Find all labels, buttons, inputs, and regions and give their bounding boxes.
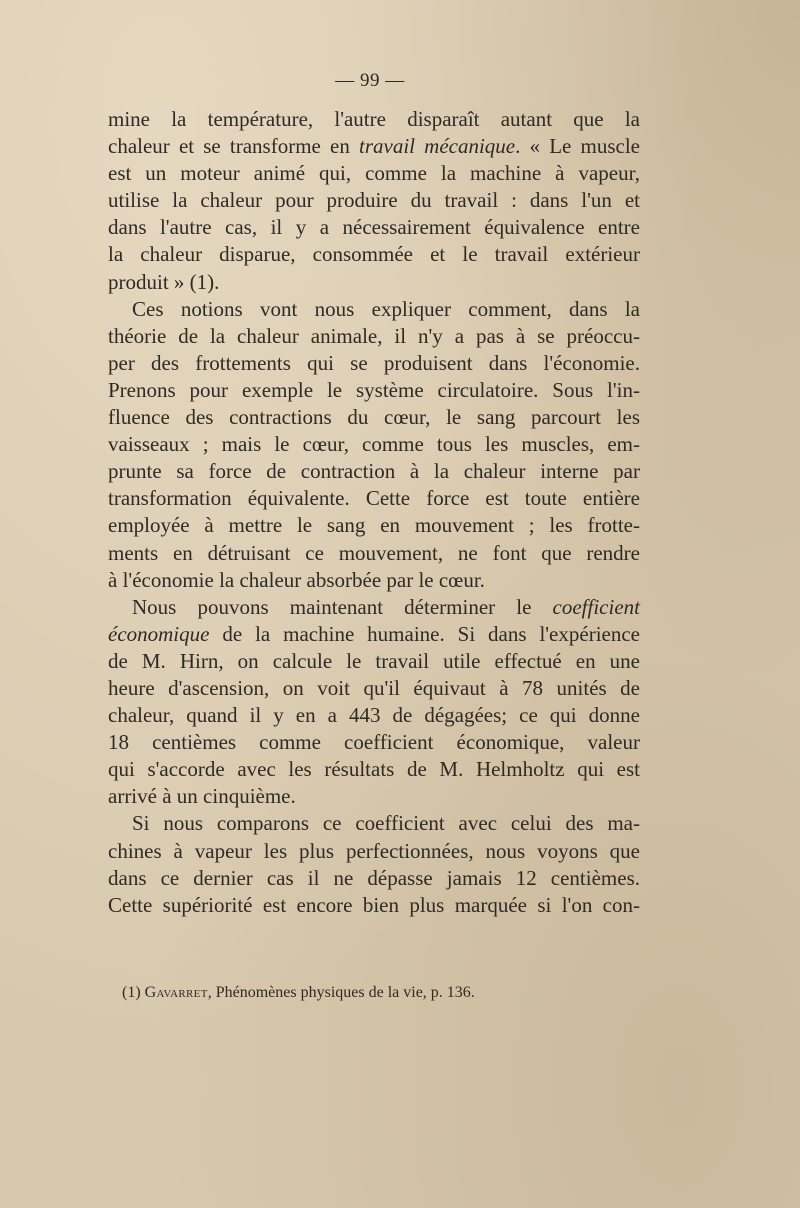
text-run: dans ce dernier cas il ne dépasse jamais 12 centièmes. — [108, 865, 640, 890]
emphasis-text: économique — [108, 621, 210, 646]
emphasis-text: travail mécanique — [359, 134, 516, 159]
text-run: qui s'accorde avec les résultats de M. Helmholtz qui est — [108, 757, 640, 782]
text-run: ments en détruisant ce mouvement, ne font que rendre — [108, 540, 640, 565]
text-run: utilise la chaleur pour produire du travail : dans l'un et — [108, 188, 640, 213]
text-line — [108, 485, 640, 512]
text-run: . « Le muscle — [515, 134, 640, 159]
text-line — [108, 567, 640, 594]
text-run: fluence des contractions du cœur, le sang parcourt les — [108, 405, 640, 430]
text-run: à l'économie la chaleur absorbée par le cœur. — [108, 567, 485, 592]
text-line — [108, 106, 640, 133]
text-line — [108, 838, 640, 865]
text-line — [108, 756, 640, 783]
text-run: de M. Hirn, on calcule le travail utile effectué en une — [108, 648, 640, 673]
text-line — [108, 160, 640, 187]
text-run: arrivé à un cinquième. — [108, 784, 296, 809]
text-run: Cette supériorité est encore bien plus marquée si l'on con- — [108, 892, 640, 917]
text-line — [108, 323, 640, 350]
text-line — [108, 540, 640, 567]
text-line — [108, 512, 640, 539]
text-run: Prenons pour exemple le système circulatoire. Sous l'in- — [108, 377, 640, 402]
text-run: chines à vapeur les plus perfectionnées, nous voyons que — [108, 838, 640, 863]
page-number: — 99 — — [335, 70, 405, 91]
text-run: la chaleur disparue, consommée et le travail extérieur — [108, 242, 640, 267]
text-line — [108, 377, 640, 404]
text-line — [108, 783, 640, 810]
text-run: Nous pouvons maintenant déterminer le — [132, 594, 553, 619]
emphasis-text: coefficient — [552, 594, 640, 619]
text-run: per des frottements qui se produisent dans l'économie. — [108, 350, 640, 375]
text-line — [108, 810, 640, 837]
text-run: est un moteur animé qui, comme la machine à vapeur, — [108, 161, 640, 186]
text-run: de la machine humaine. Si dans l'expérience — [209, 621, 640, 646]
text-line — [108, 648, 640, 675]
text-line — [108, 431, 640, 458]
text-line — [108, 187, 640, 214]
text-line — [108, 296, 640, 323]
footnote-marker: (1) — [122, 984, 145, 1001]
footnote-citation: , Phénomènes physiques de la vie, p. 136. — [207, 984, 475, 1001]
text-line — [108, 675, 640, 702]
text-run: heure d'ascension, on voit qu'il équivaut à 78 unités de — [108, 675, 640, 700]
text-run: vaisseaux ; mais le cœur, comme tous les muscles, em- — [108, 432, 640, 457]
text-run: transformation équivalente. Cette force est toute entière — [108, 486, 640, 511]
text-run: mine la température, l'autre disparaît autant que la — [108, 107, 640, 131]
text-run: produit » (1). — [108, 269, 220, 294]
text-line — [108, 350, 640, 377]
text-run: chaleur et se transforme en — [108, 134, 360, 159]
text-run: chaleur, quand il y en a 443 de dégagées; ce qui donne — [108, 703, 640, 728]
text-line — [108, 404, 640, 431]
body-text — [108, 106, 640, 919]
text-run: employée à mettre le sang en mouvement ; les frotte- — [108, 513, 640, 538]
text-run: théorie de la chaleur animale, il n'y a pas à se préoccu- — [108, 323, 640, 348]
footnote — [122, 982, 642, 1004]
text-line — [108, 892, 640, 919]
text-line — [108, 729, 640, 756]
text-line — [108, 594, 640, 621]
text-run: Si nous comparons ce coefficient avec celui des ma- — [132, 811, 640, 836]
text-line — [108, 133, 640, 160]
footnote-author: Gavarret — [144, 984, 208, 1001]
text-run: Ces notions vont nous expliquer comment, dans la — [132, 296, 640, 321]
text-run: 18 centièmes comme coefficient économique, valeur — [108, 730, 640, 755]
text-line — [108, 702, 640, 729]
text-line — [108, 214, 640, 241]
text-line — [108, 458, 640, 485]
text-line — [108, 241, 640, 268]
text-run: prunte sa force de contraction à la chaleur interne par — [108, 459, 640, 484]
text-run: dans l'autre cas, il y a nécessairement équivalence entre — [108, 215, 640, 240]
text-line — [108, 865, 640, 892]
text-line — [108, 269, 640, 296]
text-line — [108, 621, 640, 648]
